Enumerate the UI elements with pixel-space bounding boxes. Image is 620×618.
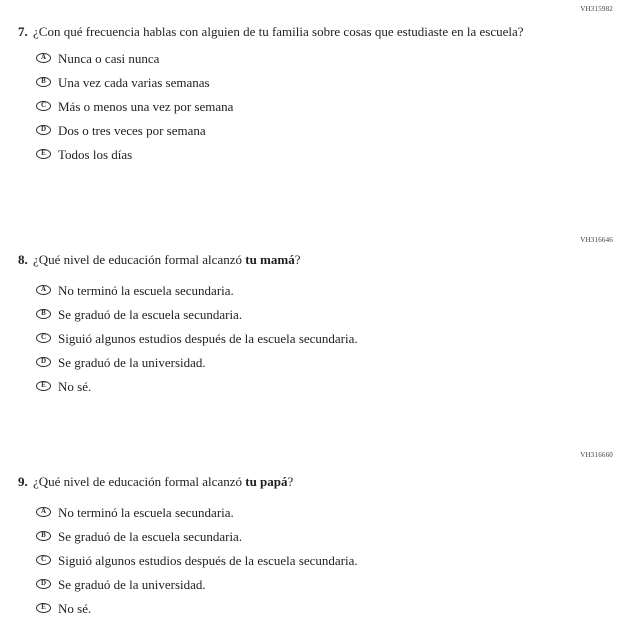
answer-bubble-icon[interactable]: B (36, 309, 51, 319)
answer-option-q9-a[interactable] (18, 505, 358, 529)
answer-option-label: Siguió algunos estudios después de la escuela secundaria. (58, 553, 358, 568)
answer-option-q8-b[interactable] (18, 307, 358, 331)
answer-option-label: No sé. (58, 379, 92, 394)
question-7 (18, 24, 524, 171)
answer-option-q8-e[interactable] (18, 379, 358, 403)
answer-bubble-icon[interactable]: D (36, 579, 51, 589)
answer-options-q8 (18, 283, 358, 403)
answer-bubble-icon[interactable]: B (36, 77, 51, 87)
answer-option-label: Más o menos una vez por semana (58, 99, 234, 114)
question-number: 9. (18, 474, 28, 489)
answer-option-q8-a[interactable] (18, 283, 358, 307)
answer-option-label: No sé. (58, 601, 92, 616)
answer-option-q7-c[interactable] (18, 99, 524, 123)
answer-option-q9-c[interactable] (18, 553, 358, 577)
question-text: ¿Qué nivel de educación formal alcanzó tu mamá? (33, 252, 301, 267)
answer-option-q9-e[interactable] (18, 601, 358, 618)
answer-option-label: Nunca o casi nunca (58, 51, 160, 66)
answer-option-q8-d[interactable] (18, 355, 358, 379)
item-code-q8: VH316646 (580, 236, 613, 244)
question-9-prompt (18, 474, 358, 490)
answer-bubble-icon[interactable]: A (36, 507, 51, 517)
answer-bubble-icon[interactable]: E (36, 149, 51, 159)
answer-bubble-icon[interactable]: A (36, 285, 51, 295)
answer-option-label: Todos los días (58, 147, 133, 162)
answer-option-label: No terminó la escuela secundaria. (58, 283, 234, 298)
item-code-q7: VH315982 (580, 5, 613, 13)
answer-bubble-icon[interactable]: B (36, 531, 51, 541)
answer-bubble-icon[interactable]: D (36, 125, 51, 135)
answer-option-label: No terminó la escuela secundaria. (58, 505, 234, 520)
answer-options-q7 (18, 51, 524, 171)
question-number: 8. (18, 252, 28, 267)
answer-options-q9 (18, 505, 358, 618)
answer-bubble-icon[interactable]: C (36, 101, 51, 111)
answer-option-label: Siguió algunos estudios después de la escuela secundaria. (58, 331, 358, 346)
answer-bubble-icon[interactable]: C (36, 555, 51, 565)
answer-option-q7-d[interactable] (18, 123, 524, 147)
answer-option-q7-b[interactable] (18, 75, 524, 99)
question-7-prompt (18, 24, 524, 40)
answer-option-q9-d[interactable] (18, 577, 358, 601)
answer-bubble-icon[interactable]: A (36, 53, 51, 63)
answer-bubble-icon[interactable]: D (36, 357, 51, 367)
question-9 (18, 474, 358, 618)
answer-bubble-icon[interactable]: C (36, 333, 51, 343)
answer-option-label: Se graduó de la universidad. (58, 577, 206, 592)
answer-option-q9-b[interactable] (18, 529, 358, 553)
question-text: ¿Qué nivel de educación formal alcanzó tu papá? (33, 474, 294, 489)
answer-option-label: Se graduó de la escuela secundaria. (58, 529, 243, 544)
answer-bubble-icon[interactable]: E (36, 381, 51, 391)
answer-option-label: Dos o tres veces por semana (58, 123, 206, 138)
question-8 (18, 252, 358, 403)
question-8-prompt (18, 252, 358, 268)
answer-option-q8-c[interactable] (18, 331, 358, 355)
question-text: ¿Con qué frecuencia hablas con alguien de tu familia sobre cosas que estudiaste en la escuela? (33, 24, 524, 39)
question-number: 7. (18, 24, 28, 39)
answer-option-q7-e[interactable] (18, 147, 524, 171)
answer-option-label: Una vez cada varias semanas (58, 75, 210, 90)
answer-bubble-icon[interactable]: E (36, 603, 51, 613)
item-code-q9: VH316660 (580, 451, 613, 459)
answer-option-label: Se graduó de la universidad. (58, 355, 206, 370)
answer-option-q7-a[interactable] (18, 51, 524, 75)
answer-option-label: Se graduó de la escuela secundaria. (58, 307, 243, 322)
